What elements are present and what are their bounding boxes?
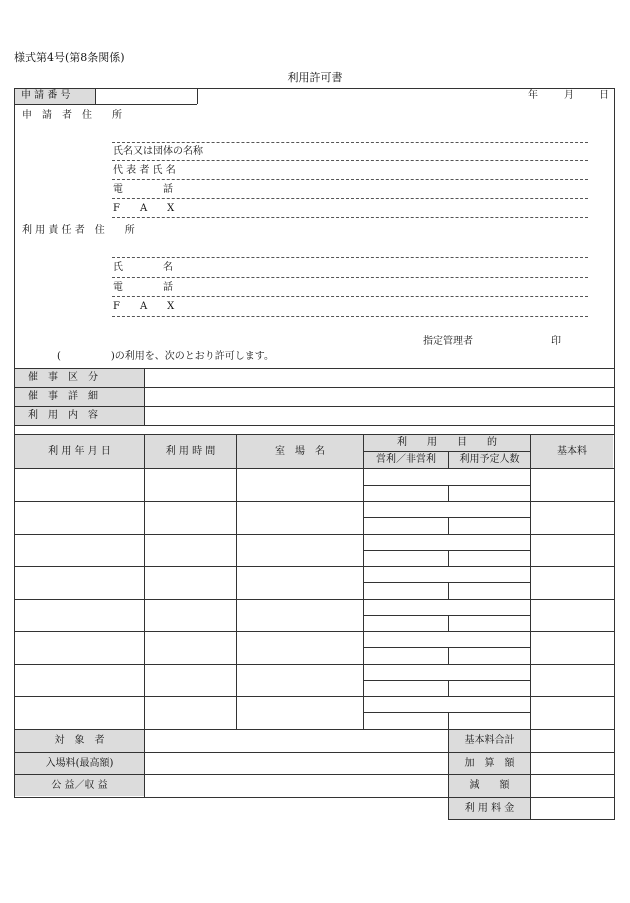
usage-content-field[interactable] (146, 407, 612, 424)
header-expected-people: 利用予定人数 (459, 454, 520, 465)
surcharge-label: 加 算 額 (464, 757, 515, 769)
discount-label: 減 額 (469, 780, 510, 791)
usage-fee-label: 利 用 料 金 (464, 802, 515, 814)
table-row[interactable] (15, 502, 613, 534)
admission-fee-field[interactable] (146, 753, 446, 773)
usage-fee-field[interactable] (532, 798, 613, 818)
target-audience-field[interactable] (146, 731, 446, 751)
base-fee-total-label: 基本料合計 (464, 735, 515, 746)
permission-text: ( )の利用を、次のとおり許可します。 (57, 351, 275, 362)
discount-field[interactable] (532, 775, 613, 796)
surcharge-field[interactable] (532, 753, 613, 773)
event-category-label: 催 事 区 分 (28, 372, 98, 383)
responsible-address-label: 利 用 責 任 者 住 所 (22, 225, 135, 236)
seal-label: 印 (551, 336, 561, 347)
event-category-field[interactable] (146, 369, 612, 386)
table-row[interactable] (15, 600, 613, 631)
event-detail-field[interactable] (146, 388, 612, 405)
public-profit-label: 公 益／収 益 (51, 780, 108, 791)
public-profit-field[interactable] (146, 775, 446, 796)
application-number-label: 申 請 番 号 (21, 90, 71, 101)
header-room-name: 室 場 名 (275, 445, 325, 457)
header-usage-date: 利 用 年 月 日 (48, 445, 111, 457)
applicant-fax-label: F A X (113, 203, 175, 214)
admission-fee-label: 入場料(最高額) (45, 757, 114, 769)
table-row[interactable] (15, 567, 613, 599)
application-number-field[interactable] (96, 89, 196, 104)
applicant-name-org-label: 氏名又は団体の名称 (113, 146, 203, 157)
table-row[interactable] (15, 697, 613, 729)
form-number: 様式第4号(第8条関係) (14, 51, 125, 64)
applicant-phone-label: 電 話 (113, 184, 173, 195)
date-year-label: 年 (528, 90, 538, 101)
header-usage-purpose: 利 用 目 的 (397, 437, 497, 448)
target-audience-label: 対 象 者 (54, 735, 105, 746)
event-detail-label: 催 事 詳 細 (28, 391, 98, 402)
header-base-fee: 基本料 (557, 445, 587, 457)
date-day-label: 日 (599, 90, 609, 101)
header-usage-time: 利 用 時 間 (165, 445, 216, 457)
base-fee-total-field[interactable] (532, 731, 613, 751)
usage-content-label: 利 用 内 容 (28, 410, 98, 421)
table-row[interactable] (15, 665, 613, 696)
responsible-fax-label: F A X (113, 301, 175, 312)
applicant-address-label: 申 請 者 住 所 (22, 110, 122, 121)
document-title: 利用許可書 (287, 71, 343, 84)
table-row[interactable] (15, 632, 613, 664)
manager-label: 指定管理者 (423, 336, 473, 347)
table-row[interactable] (15, 535, 613, 566)
responsible-phone-label: 電 話 (113, 282, 173, 293)
table-row[interactable] (15, 469, 613, 501)
header-profit-type: 営利／非営利 (376, 454, 436, 465)
applicant-representative-label: 代 表 者 氏 名 (113, 165, 176, 176)
date-month-label: 月 (564, 90, 574, 101)
responsible-name-label: 氏 名 (113, 262, 173, 273)
